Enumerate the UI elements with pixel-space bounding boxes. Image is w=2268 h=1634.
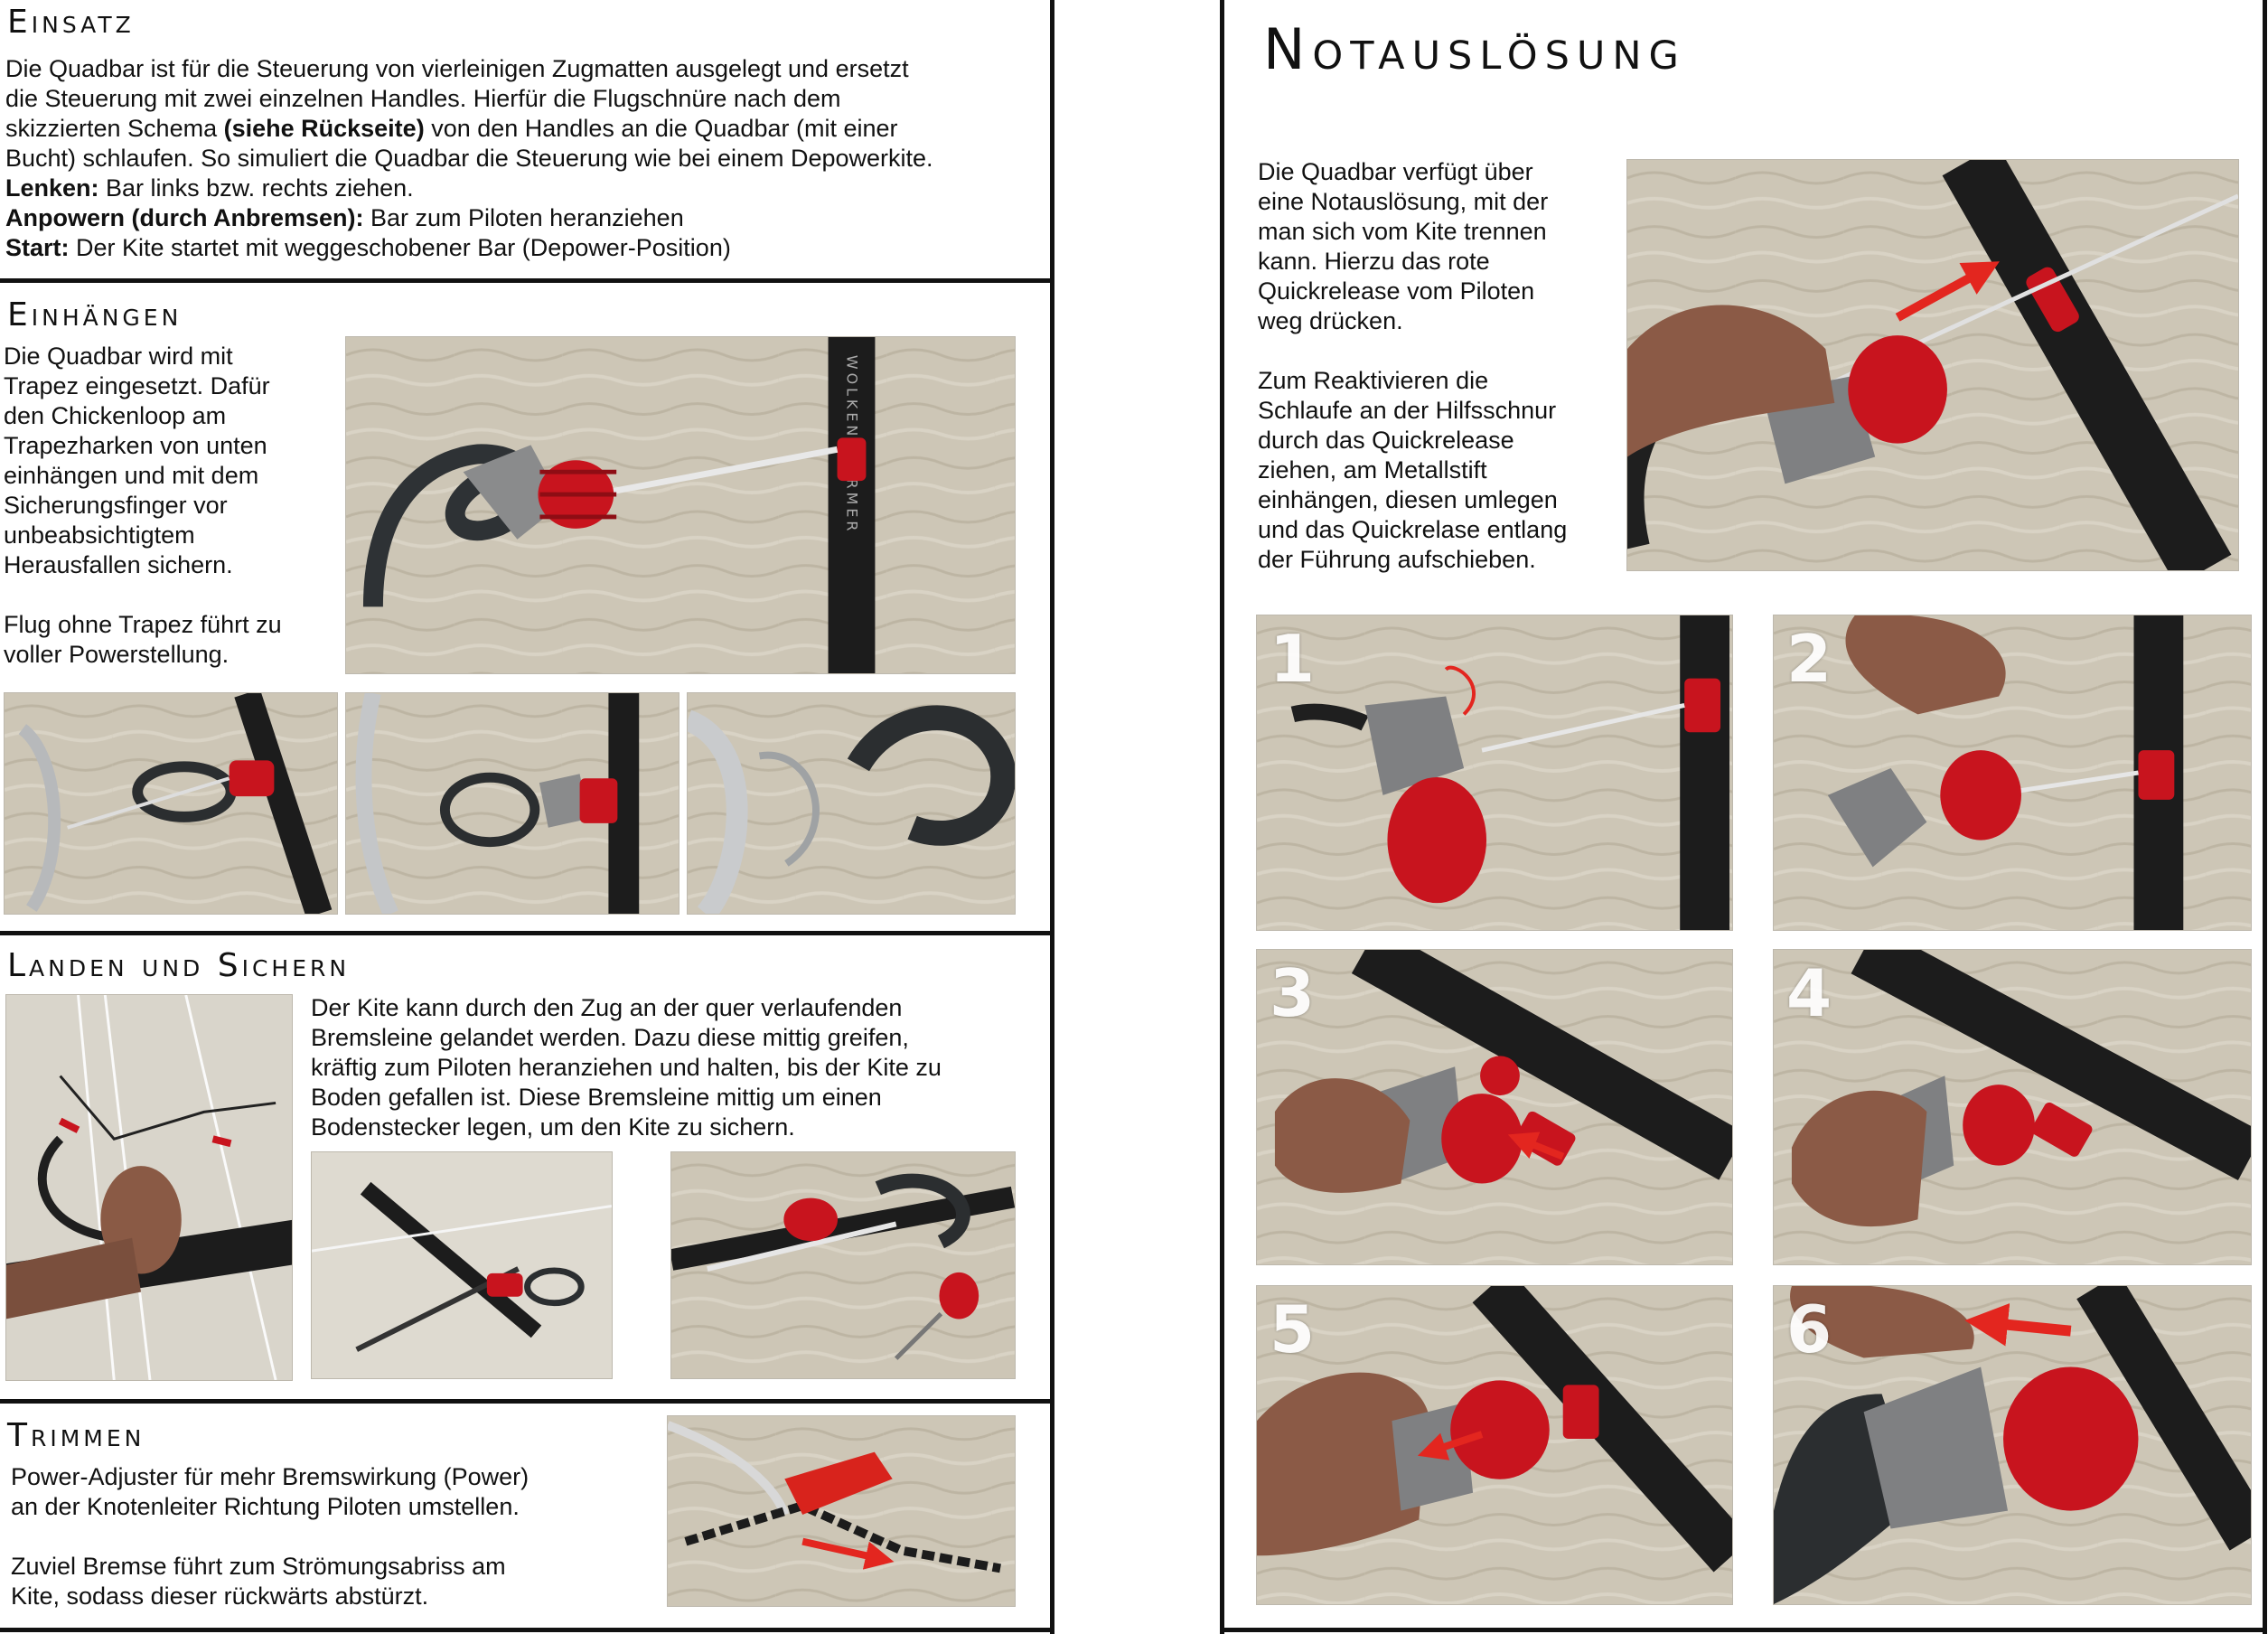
photo-step-3	[1256, 949, 1733, 1265]
section-title-landen: Landen und Sichern	[7, 947, 351, 984]
section-title-einhaengen: Einhängen	[7, 296, 183, 333]
step-number: 1	[1270, 621, 1316, 697]
step-number: 2	[1786, 621, 1832, 697]
photo-chickenloop-bar	[345, 336, 1016, 674]
photo-trapeze-hook-1	[4, 692, 338, 915]
divider-landen	[0, 1399, 1053, 1404]
photo-quickrelease-push	[1626, 159, 2239, 571]
einsatz-lenken: Lenken: Bar links bzw. rechts ziehen.	[5, 174, 414, 202]
photo-step-6	[1773, 1285, 2252, 1605]
step-number: 5	[1270, 1291, 1316, 1367]
landen-text: Der Kite kann durch den Zug an der quer verlaufenden Bremsleine gelandet werden. Dazu diese mittig greifen, kräftig zum Piloten heranziehen und halten, bis der Kite zu Boden gefallen ist. Diese Bremsleine mittig um einen Bodenstecker legen, um den Kite zu sichern.	[311, 994, 942, 1141]
einsatz-line: die Steuerung mit zwei einzelnen Handles. Hierfür die Flugschnüre nach dem	[5, 85, 841, 112]
einsatz-line: Bucht) schlaufen. So simuliert die Quadbar die Steuerung wie bei einem Depowerkite.	[5, 145, 933, 172]
photo-step-5	[1256, 1285, 1733, 1605]
divider-einsatz	[0, 278, 1053, 283]
step-number: 6	[1786, 1291, 1832, 1367]
divider-bottom	[0, 1628, 1053, 1632]
page-title-notausloesung: Notauslösung	[1263, 16, 1686, 82]
step-number: 4	[1786, 955, 1832, 1031]
divider-einhaengen	[0, 931, 1053, 935]
right-bottom-rule	[1220, 1628, 2267, 1632]
left-column-rule	[1050, 0, 1054, 1634]
photo-trapeze-hook-3	[687, 692, 1016, 915]
einsatz-anpowern: Anpowern (durch Anbremsen): Bar zum Piloten heranziehen	[5, 204, 684, 231]
section-title-einsatz: Einsatz	[7, 4, 135, 41]
einsatz-line: Die Quadbar ist für die Steuerung von vierleinigen Zugmatten ausgelegt und ersetzt	[5, 55, 909, 82]
photo-ground-stake	[670, 1151, 1016, 1379]
photo-step-1	[1256, 615, 1733, 931]
einsatz-text	[5, 54, 1045, 263]
einsatz-start: Start: Der Kite startet mit weggeschobener Bar (Depower-Position)	[5, 234, 731, 261]
section-title-trimmen: Trimmen	[7, 1417, 145, 1454]
right-column-right-rule	[2263, 0, 2267, 1634]
einhaengen-text: Die Quadbar wird mit Trapez eingesetzt. Dafür den Chickenloop am Trapezharken von unten einhängen und mit dem Sicherungsfinger vor unbeabsichtigtem Herausfallen sichern. Flug ohne Trapez führt zu voller Powerstellung.	[4, 343, 282, 668]
photo-step-4	[1773, 949, 2252, 1265]
photo-landing-brake-line	[5, 994, 293, 1381]
trimmen-text: Power-Adjuster für mehr Bremswirkung (Power) an der Knotenleiter Richtung Piloten umstellen. Zuviel Bremse führt zum Strömungsabriss am Kite, sodass dieser rückwärts abstürzt.	[11, 1463, 530, 1610]
photo-bar-in-sand	[311, 1151, 613, 1379]
right-column-left-rule	[1220, 0, 1224, 1634]
photo-power-adjuster	[667, 1415, 1016, 1607]
step-number: 3	[1270, 955, 1316, 1031]
einsatz-line: skizzierten Schema (siehe Rückseite) von den Handles an die Quadbar (mit einer	[5, 115, 898, 142]
photo-trapeze-hook-2	[345, 692, 679, 915]
notausloesung-text: Die Quadbar verfügt über eine Notauslösung, mit der man sich vom Kite trennen kann. Hierzu das rote Quickrelease vom Piloten weg drücken. Zum Reaktivieren die Schlaufe an der Hilfsschnur durch das Quickrelease ziehen, am Metallstift einhängen, diesen umlegen und das Quickrelase entlang der Führung aufschieben.	[1258, 158, 1568, 573]
photo-step-2	[1773, 615, 2252, 931]
